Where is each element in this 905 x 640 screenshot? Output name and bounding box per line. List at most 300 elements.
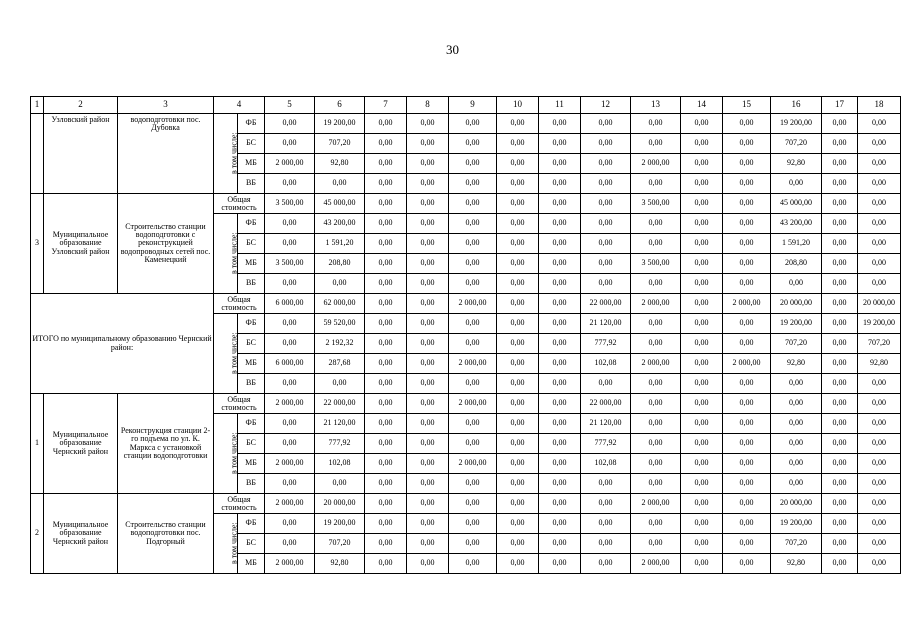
value-cell: 0,00: [265, 434, 315, 454]
value-cell: 0,00: [822, 454, 858, 474]
value-cell: 0,00: [497, 534, 539, 554]
value-cell: 777,92: [581, 434, 631, 454]
value-cell: 0,00: [497, 254, 539, 274]
value-cell: 0,00: [723, 514, 771, 534]
value-cell: 0,00: [822, 434, 858, 454]
vertical-label-text: в том числе:: [229, 232, 239, 275]
value-cell: 2 000,00: [723, 354, 771, 374]
value-cell: 0,00: [581, 134, 631, 154]
value-cell: 0,00: [449, 534, 497, 554]
value-cell: 0,00: [497, 314, 539, 334]
value-cell: 0,00: [822, 274, 858, 294]
value-cell: 0,00: [407, 474, 449, 494]
funding-type: ФБ: [238, 214, 265, 234]
value-cell: 0,00: [449, 474, 497, 494]
value-cell: 92,80: [315, 154, 365, 174]
municipality-cell: Муниципальное образование Чернский район: [44, 394, 118, 494]
value-cell: 0,00: [407, 154, 449, 174]
value-cell: 2 192,32: [315, 334, 365, 354]
value-cell: 0,00: [631, 234, 681, 254]
value-cell: 19 200,00: [315, 514, 365, 534]
value-cell: 0,00: [265, 234, 315, 254]
vertical-label-text: в том числе:: [229, 522, 239, 565]
vertical-label: [214, 114, 238, 194]
value-cell: 0,00: [858, 154, 901, 174]
value-cell: 0,00: [449, 314, 497, 334]
value-cell: 45 000,00: [315, 194, 365, 214]
table-row: [31, 194, 901, 214]
value-cell: 0,00: [539, 494, 581, 514]
project-cell: Строительство станции водоподготовки пос. Подгорный: [118, 494, 214, 574]
value-cell: 0,00: [681, 134, 723, 154]
value-cell: 0,00: [681, 494, 723, 514]
table-row: [31, 294, 901, 314]
value-cell: 0,00: [723, 454, 771, 474]
value-cell: 0,00: [723, 214, 771, 234]
value-cell: 0,00: [858, 214, 901, 234]
value-cell: 0,00: [723, 334, 771, 354]
value-cell: 0,00: [581, 514, 631, 534]
value-cell: 20 000,00: [771, 294, 822, 314]
column-header: 13: [631, 97, 681, 114]
value-cell: 0,00: [631, 534, 681, 554]
value-cell: 0,00: [681, 174, 723, 194]
value-cell: 92,80: [771, 154, 822, 174]
value-cell: 6 000,00: [265, 354, 315, 374]
value-cell: 2 000,00: [631, 294, 681, 314]
value-cell: 0,00: [365, 214, 407, 234]
value-cell: 6 000,00: [265, 294, 315, 314]
value-cell: 0,00: [539, 334, 581, 354]
value-cell: 0,00: [539, 354, 581, 374]
value-cell: 0,00: [265, 314, 315, 334]
value-cell: 0,00: [858, 414, 901, 434]
value-cell: 0,00: [822, 314, 858, 334]
municipality-cell: Узловский район: [44, 114, 118, 194]
value-cell: 0,00: [407, 274, 449, 294]
value-cell: 0,00: [539, 214, 581, 234]
value-cell: 0,00: [449, 414, 497, 434]
value-cell: 0,00: [497, 354, 539, 374]
funding-type: БС: [238, 334, 265, 354]
funding-type: ВБ: [238, 174, 265, 194]
value-cell: 0,00: [497, 554, 539, 574]
value-cell: 0,00: [497, 394, 539, 414]
value-cell: 0,00: [858, 114, 901, 134]
value-cell: 0,00: [822, 214, 858, 234]
value-cell: 0,00: [449, 114, 497, 134]
value-cell: 0,00: [822, 414, 858, 434]
vertical-label-text: в том числе:: [229, 332, 239, 375]
value-cell: 0,00: [723, 554, 771, 574]
value-cell: 0,00: [315, 474, 365, 494]
value-cell: 0,00: [822, 134, 858, 154]
value-cell: 0,00: [723, 394, 771, 414]
value-cell: 0,00: [822, 114, 858, 134]
value-cell: 0,00: [497, 334, 539, 354]
value-cell: 0,00: [858, 454, 901, 474]
value-cell: 0,00: [539, 194, 581, 214]
value-cell: 19 200,00: [771, 114, 822, 134]
value-cell: 0,00: [681, 114, 723, 134]
value-cell: 0,00: [539, 314, 581, 334]
value-cell: 0,00: [681, 434, 723, 454]
total-label: Общая стоимость: [214, 294, 265, 314]
value-cell: 0,00: [723, 154, 771, 174]
value-cell: 0,00: [858, 374, 901, 394]
value-cell: 0,00: [631, 514, 681, 534]
value-cell: 0,00: [407, 174, 449, 194]
value-cell: 0,00: [581, 494, 631, 514]
value-cell: 0,00: [631, 414, 681, 434]
value-cell: 0,00: [365, 294, 407, 314]
value-cell: 0,00: [581, 474, 631, 494]
value-cell: 21 120,00: [315, 414, 365, 434]
value-cell: 2 000,00: [265, 394, 315, 414]
value-cell: 0,00: [723, 194, 771, 214]
value-cell: 0,00: [407, 454, 449, 474]
value-cell: 0,00: [631, 474, 681, 494]
value-cell: 0,00: [407, 494, 449, 514]
value-cell: 0,00: [723, 494, 771, 514]
value-cell: 0,00: [539, 394, 581, 414]
column-header: 10: [497, 97, 539, 114]
vertical-label: [214, 214, 238, 294]
value-cell: 0,00: [497, 374, 539, 394]
column-header: 12: [581, 97, 631, 114]
value-cell: 45 000,00: [771, 194, 822, 214]
funding-type: БС: [238, 234, 265, 254]
value-cell: 0,00: [822, 234, 858, 254]
funding-type: МБ: [238, 154, 265, 174]
value-cell: 0,00: [681, 194, 723, 214]
value-cell: 2 000,00: [265, 154, 315, 174]
value-cell: 707,20: [315, 134, 365, 154]
value-cell: 59 520,00: [315, 314, 365, 334]
value-cell: 0,00: [407, 374, 449, 394]
value-cell: 0,00: [497, 114, 539, 134]
value-cell: 0,00: [407, 534, 449, 554]
value-cell: 0,00: [539, 454, 581, 474]
value-cell: 0,00: [723, 314, 771, 334]
value-cell: 0,00: [539, 254, 581, 274]
value-cell: 20 000,00: [771, 494, 822, 514]
value-cell: 0,00: [365, 494, 407, 514]
value-cell: 0,00: [858, 434, 901, 454]
value-cell: 0,00: [771, 394, 822, 414]
value-cell: 0,00: [581, 534, 631, 554]
value-cell: 0,00: [365, 254, 407, 274]
value-cell: 0,00: [822, 154, 858, 174]
table-row: [31, 394, 901, 414]
value-cell: 0,00: [723, 414, 771, 434]
value-cell: 0,00: [365, 194, 407, 214]
vertical-label: [214, 414, 238, 494]
value-cell: 0,00: [539, 434, 581, 454]
value-cell: 0,00: [581, 234, 631, 254]
value-cell: 208,80: [771, 254, 822, 274]
value-cell: 0,00: [681, 254, 723, 274]
funding-type: ВБ: [238, 474, 265, 494]
value-cell: 707,20: [771, 134, 822, 154]
value-cell: 0,00: [407, 254, 449, 274]
value-cell: 0,00: [407, 394, 449, 414]
value-cell: 0,00: [723, 534, 771, 554]
value-cell: 0,00: [365, 554, 407, 574]
value-cell: 21 120,00: [581, 314, 631, 334]
value-cell: 0,00: [449, 274, 497, 294]
value-cell: 19 200,00: [858, 314, 901, 334]
page-number: 30: [446, 42, 459, 57]
value-cell: 0,00: [631, 134, 681, 154]
value-cell: 0,00: [407, 134, 449, 154]
value-cell: 707,20: [315, 534, 365, 554]
value-cell: 2 000,00: [449, 454, 497, 474]
value-cell: 0,00: [858, 534, 901, 554]
value-cell: 0,00: [681, 454, 723, 474]
value-cell: 0,00: [681, 354, 723, 374]
value-cell: 0,00: [449, 254, 497, 274]
value-cell: 0,00: [581, 154, 631, 174]
value-cell: 0,00: [631, 214, 681, 234]
value-cell: 0,00: [822, 534, 858, 554]
header-row: [31, 97, 901, 114]
funding-type: ВБ: [238, 274, 265, 294]
municipality-cell: Муниципальное образование Узловский район: [44, 194, 118, 294]
value-cell: 2 000,00: [723, 294, 771, 314]
value-cell: 0,00: [449, 494, 497, 514]
value-cell: 0,00: [449, 514, 497, 534]
value-cell: 0,00: [539, 114, 581, 134]
vertical-label-text: в том числе:: [229, 432, 239, 475]
value-cell: 0,00: [581, 254, 631, 274]
value-cell: 0,00: [497, 514, 539, 534]
column-header: 7: [365, 97, 407, 114]
value-cell: 3 500,00: [631, 254, 681, 274]
value-cell: 0,00: [631, 374, 681, 394]
value-cell: 2 000,00: [631, 154, 681, 174]
value-cell: 0,00: [822, 194, 858, 214]
budget-table: [30, 96, 901, 574]
value-cell: 0,00: [497, 154, 539, 174]
value-cell: 0,00: [539, 154, 581, 174]
value-cell: 0,00: [581, 194, 631, 214]
value-cell: 102,08: [581, 354, 631, 374]
value-cell: 0,00: [681, 394, 723, 414]
value-cell: 0,00: [497, 474, 539, 494]
column-header: 1: [31, 97, 44, 114]
value-cell: 0,00: [265, 214, 315, 234]
value-cell: 0,00: [539, 534, 581, 554]
value-cell: 0,00: [723, 234, 771, 254]
value-cell: 0,00: [723, 114, 771, 134]
funding-type: МБ: [238, 554, 265, 574]
value-cell: 0,00: [539, 474, 581, 494]
value-cell: 0,00: [315, 174, 365, 194]
value-cell: 0,00: [365, 394, 407, 414]
value-cell: 2 000,00: [449, 294, 497, 314]
value-cell: 92,80: [315, 554, 365, 574]
value-cell: 0,00: [407, 334, 449, 354]
total-label: Общая стоимость: [214, 194, 265, 214]
value-cell: 0,00: [631, 394, 681, 414]
value-cell: 0,00: [771, 454, 822, 474]
value-cell: 0,00: [365, 414, 407, 434]
value-cell: 777,92: [315, 434, 365, 454]
value-cell: 20 000,00: [315, 494, 365, 514]
value-cell: 0,00: [631, 174, 681, 194]
value-cell: 0,00: [723, 134, 771, 154]
total-label-cell: ИТОГО по муниципальному образованию Чернский район:: [31, 294, 214, 394]
value-cell: 0,00: [315, 374, 365, 394]
value-cell: 0,00: [265, 414, 315, 434]
value-cell: 0,00: [723, 434, 771, 454]
value-cell: 707,20: [771, 534, 822, 554]
value-cell: 0,00: [771, 274, 822, 294]
value-cell: 0,00: [631, 314, 681, 334]
value-cell: 43 200,00: [315, 214, 365, 234]
row-number: 1: [31, 394, 44, 494]
column-header: 9: [449, 97, 497, 114]
value-cell: 2 000,00: [631, 554, 681, 574]
value-cell: 0,00: [822, 174, 858, 194]
value-cell: 0,00: [265, 274, 315, 294]
value-cell: 707,20: [858, 334, 901, 354]
value-cell: 0,00: [449, 234, 497, 254]
value-cell: 0,00: [539, 294, 581, 314]
value-cell: 3 500,00: [265, 194, 315, 214]
project-cell: Строительство станции водоподготовки с реконструкцией водопроводных сетей пос. Каменецкий: [118, 194, 214, 294]
value-cell: 0,00: [771, 374, 822, 394]
value-cell: 1 591,20: [771, 234, 822, 254]
value-cell: 0,00: [822, 334, 858, 354]
value-cell: 0,00: [631, 114, 681, 134]
value-cell: 0,00: [497, 454, 539, 474]
value-cell: 0,00: [581, 114, 631, 134]
value-cell: 0,00: [822, 354, 858, 374]
value-cell: 0,00: [631, 334, 681, 354]
value-cell: 0,00: [771, 174, 822, 194]
value-cell: 0,00: [265, 134, 315, 154]
value-cell: 0,00: [365, 534, 407, 554]
municipality-cell: Муниципальное образование Чернский район: [44, 494, 118, 574]
value-cell: 19 200,00: [315, 114, 365, 134]
total-label: Общая стоимость: [214, 394, 265, 414]
value-cell: 0,00: [497, 434, 539, 454]
value-cell: 0,00: [723, 174, 771, 194]
value-cell: 2 000,00: [449, 354, 497, 374]
value-cell: 0,00: [365, 434, 407, 454]
value-cell: 0,00: [407, 114, 449, 134]
value-cell: 0,00: [365, 234, 407, 254]
value-cell: 0,00: [449, 214, 497, 234]
funding-type: ФБ: [238, 114, 265, 134]
value-cell: 0,00: [265, 114, 315, 134]
value-cell: 0,00: [407, 414, 449, 434]
value-cell: 0,00: [449, 374, 497, 394]
value-cell: 62 000,00: [315, 294, 365, 314]
funding-type: ВБ: [238, 374, 265, 394]
value-cell: 0,00: [407, 234, 449, 254]
value-cell: 0,00: [449, 334, 497, 354]
value-cell: 2 000,00: [265, 554, 315, 574]
value-cell: 3 500,00: [265, 254, 315, 274]
value-cell: 0,00: [771, 414, 822, 434]
value-cell: 0,00: [449, 134, 497, 154]
row-number: [31, 114, 44, 194]
value-cell: 0,00: [681, 274, 723, 294]
value-cell: 0,00: [365, 154, 407, 174]
value-cell: 0,00: [449, 194, 497, 214]
value-cell: 20 000,00: [858, 294, 901, 314]
value-cell: 0,00: [681, 554, 723, 574]
value-cell: 0,00: [539, 514, 581, 534]
value-cell: 0,00: [858, 134, 901, 154]
value-cell: 0,00: [365, 134, 407, 154]
value-cell: 92,80: [771, 554, 822, 574]
project-cell: водоподготовки пос. Дубовка: [118, 114, 214, 194]
column-header: 6: [315, 97, 365, 114]
value-cell: 0,00: [581, 554, 631, 574]
value-cell: 707,20: [771, 334, 822, 354]
vertical-label: [214, 314, 238, 394]
value-cell: 0,00: [407, 294, 449, 314]
value-cell: 0,00: [539, 274, 581, 294]
value-cell: 208,80: [315, 254, 365, 274]
value-cell: 0,00: [681, 374, 723, 394]
value-cell: 0,00: [407, 214, 449, 234]
row-number: 2: [31, 494, 44, 574]
value-cell: 0,00: [858, 554, 901, 574]
value-cell: 0,00: [858, 474, 901, 494]
column-header: 15: [723, 97, 771, 114]
value-cell: 0,00: [265, 514, 315, 534]
funding-type: ФБ: [238, 514, 265, 534]
value-cell: 287,68: [315, 354, 365, 374]
value-cell: 0,00: [581, 214, 631, 234]
funding-type: ФБ: [238, 414, 265, 434]
value-cell: 2 000,00: [265, 454, 315, 474]
funding-type: МБ: [238, 254, 265, 274]
value-cell: 0,00: [449, 154, 497, 174]
column-header: 17: [822, 97, 858, 114]
value-cell: 0,00: [681, 514, 723, 534]
value-cell: 0,00: [822, 394, 858, 414]
value-cell: 21 120,00: [581, 414, 631, 434]
value-cell: 0,00: [407, 514, 449, 534]
value-cell: 0,00: [822, 494, 858, 514]
value-cell: 0,00: [723, 474, 771, 494]
value-cell: 43 200,00: [771, 214, 822, 234]
value-cell: 0,00: [681, 334, 723, 354]
value-cell: 0,00: [449, 174, 497, 194]
value-cell: 0,00: [858, 494, 901, 514]
value-cell: 0,00: [858, 274, 901, 294]
column-header: 3: [118, 97, 214, 114]
value-cell: 0,00: [539, 234, 581, 254]
value-cell: 0,00: [681, 154, 723, 174]
value-cell: 0,00: [681, 214, 723, 234]
value-cell: 19 200,00: [771, 514, 822, 534]
value-cell: 0,00: [681, 534, 723, 554]
value-cell: 0,00: [449, 554, 497, 574]
value-cell: 0,00: [539, 554, 581, 574]
value-cell: 0,00: [858, 254, 901, 274]
value-cell: 0,00: [858, 194, 901, 214]
value-cell: 0,00: [265, 534, 315, 554]
table-row: [31, 494, 901, 514]
value-cell: 2 000,00: [631, 494, 681, 514]
